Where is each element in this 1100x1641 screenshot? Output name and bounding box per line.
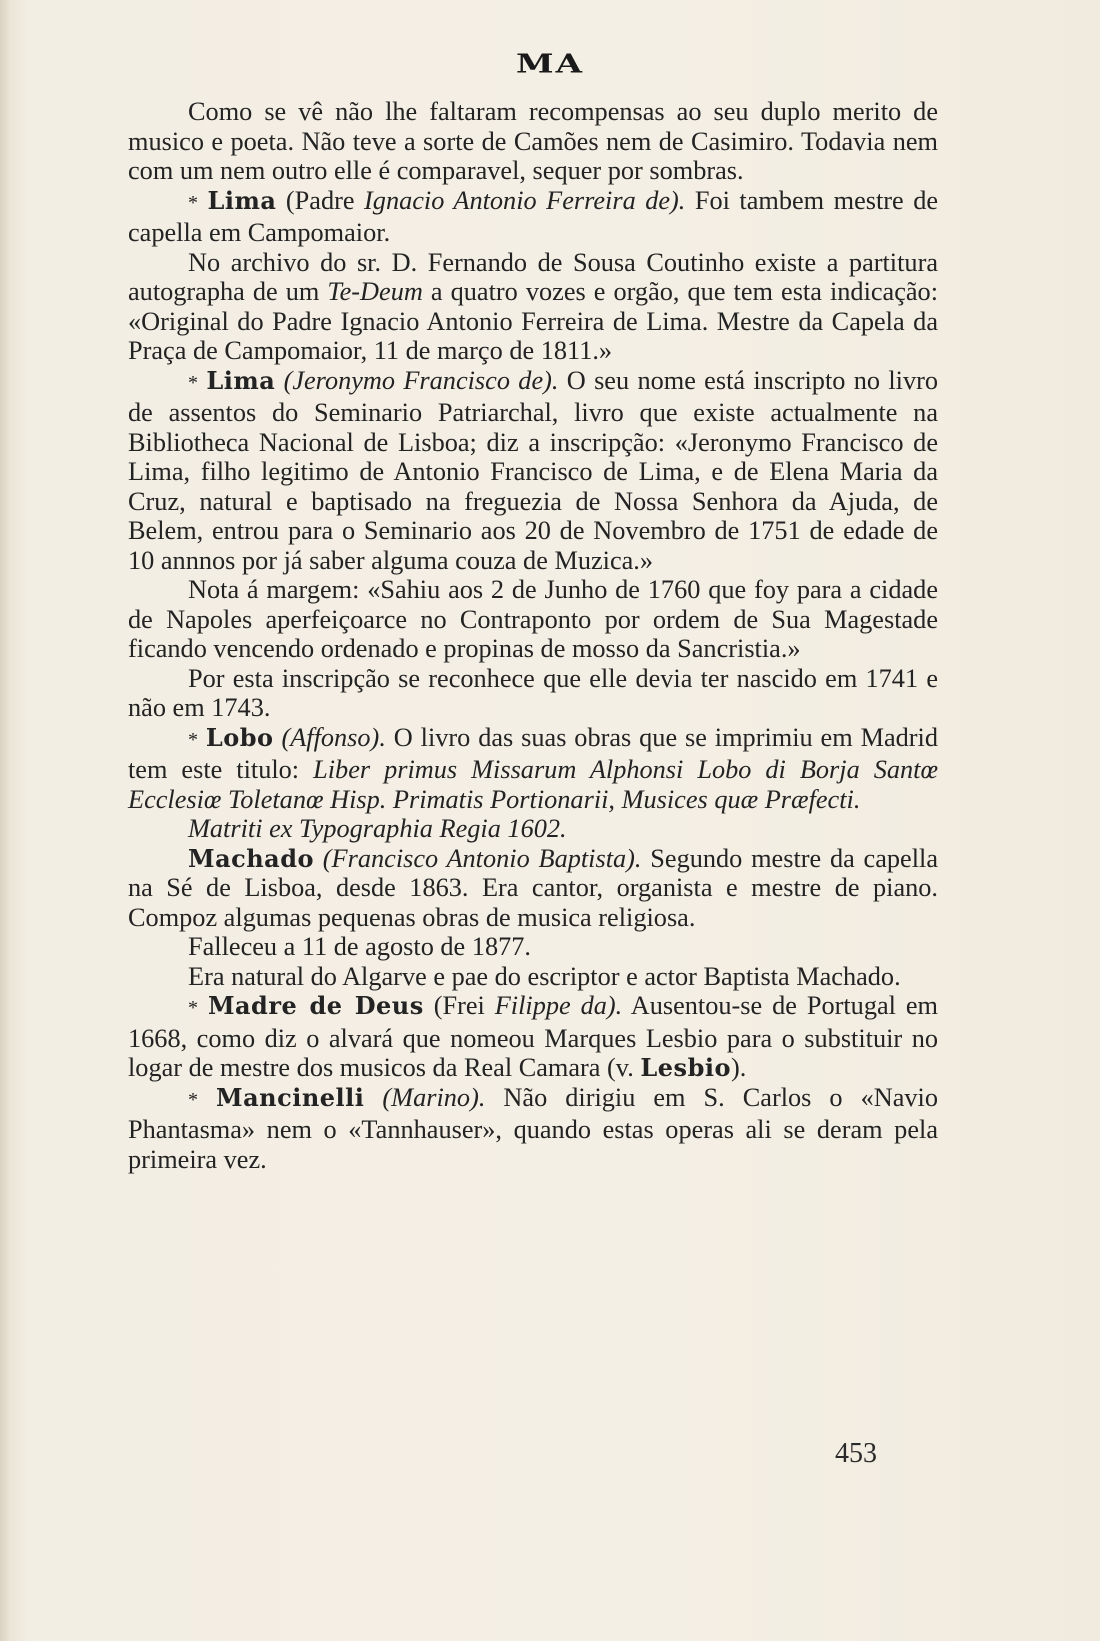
entry-name: (Marino). [364,1082,486,1112]
entry-name: (Affonso). [273,722,386,752]
work-title: Liber primus Missarum Alphonsi Lobo di Borja Santœ Ecclesiœ Toletanœ Hisp. Primatis Portionarii, Musices quæ Præfecti. [128,755,938,814]
entry-mancinelli [128,1083,938,1175]
running-header: MA [515,48,584,80]
asterisk-mark: * [188,371,198,394]
entry-machado [128,844,938,933]
paragraph-por: Por esta inscripção se reconhece que elle devia ter nascido em 1741 e não em 1743. [128,663,938,722]
entry-prefix: (Padre [276,185,365,215]
entry-headword: Lobo [205,722,274,752]
paragraph-falleceu: Falleceu a 11 de agosto de 1877. [188,932,531,961]
paragraph-text: No archivo do sr. D. Fernando de Sousa Coutinho existe a partitura autographa de um [128,247,938,306]
entry-text-close: ). [730,1053,747,1082]
entry-text: O livro das suas obras que se imprimiu em Madrid tem este titulo: [128,722,938,784]
entry-text: Ausentou-se de Portugal em 1668, como diz o alvará que nomeou Marques Lesbio para o substituir no logar de mestre dos musicos da Real Camara (v. [128,991,939,1082]
entry-headword: Mancinelli [216,1082,365,1112]
entry-text: Não dirigiu em S. Carlos o «Navio Phantasma» nem o «Tannhauser», quando estas operas ali se deram pela primeira vez. [128,1082,939,1174]
paragraph-text: a quatro vozes e orgão, que tem esta indicação: «Original do Padre Ignacio Antonio Ferreira de Lima. Mestre da Capela da Praça de Campomaior, 11 de março de 1811.» [128,277,939,365]
entry-name: Filippe da). [494,991,623,1020]
entry-lima-ignacio [128,186,938,248]
paragraph-natural: Era natural do Algarve e pae do escriptor e actor Baptista Machado. [188,961,901,991]
entry-text: Foi tambem mestre de capella em Campomaior. [128,185,939,247]
paragraph-matriti: Matriti ex Typographia Regia 1602. [188,814,567,843]
entry-name: (Jeronymo Francisco de). [275,365,559,395]
entry-text: O seu nome está inscripto no livro de assentos do Seminario Patriarchal, livro que existe actualmente na Bibliotheca Nacional de Lisboa; diz a inscripção: «Jeronymo Francisco de Lima, filho legitimo de Antonio Francisco de Lima, e de Elena Maria da Cruz, natural e baptisado na freguezia de Nossa Senhora da Ajuda, de Belem, entrou para o Seminario aos 20 de Novembro de 1751 de edade de 10 annnos por já saber alguma couza de Muzica.» [128,365,938,575]
cross-reference: Lesbio [640,1053,731,1082]
paragraph-archivo [128,248,938,366]
entry-prefix: (Frei [423,991,495,1020]
entry-headword: Machado [188,843,315,873]
paragraph-nota: Nota á margem: «Sahiu aos 2 de Junho de 1760 que foy para a cidade de Napoles aperfeiçoarce no Contraponto por ordem de Sua Magestade ficando vencendo ordenado e propinas de mosso da Sancristia.» [128,575,938,663]
entry-headword: Madre de Deus [207,991,424,1020]
entry-name: (Francisco Antonio Baptista). [314,843,642,873]
asterisk-mark: * [188,1088,198,1111]
paragraph-intro: Como se vê não lhe faltaram recompensas ao seu duplo merito de musico e poeta. Não teve a sorte de Camões nem de Casimiro. Todavia nem com um nem outro elle é comparavel, sequer por sombras. [128,97,938,185]
asterisk-mark: * [188,728,198,751]
work-title: Te-Deum [327,277,423,306]
entry-headword: Lima [206,365,276,395]
asterisk-mark: * [188,191,198,214]
entry-madre-de-deus [128,991,938,1083]
page-body [128,97,938,1174]
entry-headword: Lima [207,185,277,215]
asterisk-mark: * [188,997,198,1019]
entry-name: Ignacio Antonio Ferreira de). [364,185,686,215]
entry-lima-jeronymo [128,366,938,576]
entry-lobo [128,723,938,815]
entry-text: Segundo mestre da capella na Sé de Lisboa, desde 1863. Era cantor, organista e mestre de piano. Compoz algumas pequenas obras de musica religiosa. [128,843,938,932]
page-number: 453 [835,1438,877,1469]
